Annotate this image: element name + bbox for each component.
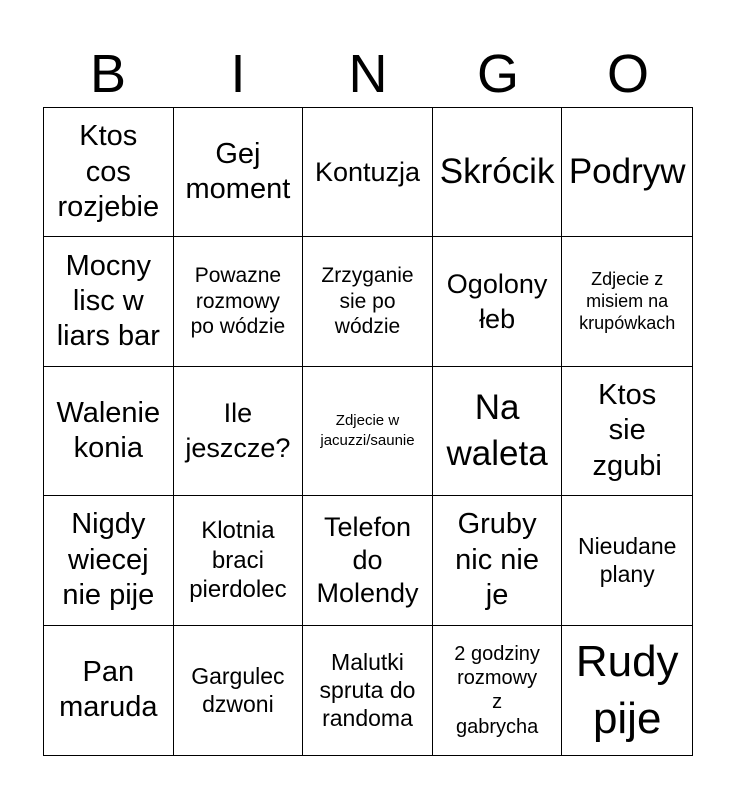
bingo-cell[interactable]: [433, 496, 563, 625]
bingo-cell[interactable]: [562, 626, 692, 755]
bingo-cell[interactable]: [44, 367, 174, 496]
cell-text: Rudy pije: [575, 637, 679, 744]
bingo-cell[interactable]: [433, 108, 563, 237]
cell-text: 2 godziny rozmowy z gabrycha: [454, 642, 540, 738]
bingo-cell[interactable]: [44, 237, 174, 366]
header-letter-i: I: [230, 44, 246, 104]
bingo-cell[interactable]: [303, 626, 433, 755]
cell-text: Skrócik: [439, 152, 555, 192]
bingo-cell[interactable]: [44, 108, 174, 237]
cell-text: Pan maruda: [59, 655, 158, 724]
bingo-cell[interactable]: [303, 496, 433, 625]
cell-text: Ogolony łeb: [446, 268, 548, 334]
bingo-cell[interactable]: [174, 367, 304, 496]
cell-text: Podryw: [568, 152, 686, 192]
cell-text: Na waleta: [446, 388, 548, 473]
cell-text: Ktos sie zgubi: [592, 378, 662, 482]
cell-text: Nigdy wiecej nie pije: [62, 508, 155, 612]
bingo-board: [43, 107, 693, 756]
cell-text: Klotnia braci pierdolec: [189, 517, 287, 604]
cell-text: Telefon do Molendy: [316, 511, 419, 608]
bingo-cell[interactable]: [433, 626, 563, 755]
header-letter-b: B: [89, 44, 127, 104]
bingo-cell[interactable]: [174, 108, 304, 237]
bingo-cell[interactable]: [303, 367, 433, 496]
bingo-cell[interactable]: [303, 237, 433, 366]
cell-text: Gej moment: [185, 137, 291, 206]
cell-text: Zdjecie w jacuzzi/saunie: [320, 412, 415, 449]
cell-text: Gruby nic nie je: [455, 508, 539, 612]
cell-text: Mocny lisc w liars bar: [56, 249, 160, 353]
bingo-cell[interactable]: [562, 496, 692, 625]
cell-text: Malutki spruta do randoma: [319, 649, 416, 732]
cell-text: Zdjecie z misiem na krupówkach: [579, 268, 676, 333]
cell-text: Zrzyganie sie po wódzie: [321, 264, 414, 339]
bingo-cell[interactable]: [44, 626, 174, 755]
bingo-cell[interactable]: [562, 367, 692, 496]
bingo-cell[interactable]: [562, 108, 692, 237]
cell-text: Powazne rozmowy po wódzie: [190, 264, 286, 339]
bingo-cell[interactable]: [174, 237, 304, 366]
bingo-cell[interactable]: [174, 496, 304, 625]
cell-text: Ile jeszcze?: [185, 397, 291, 463]
bingo-cell[interactable]: [433, 237, 563, 366]
bingo-cell[interactable]: [174, 626, 304, 755]
cell-text: Nieudane plany: [577, 533, 677, 588]
header-letter-n: N: [348, 44, 388, 104]
header-letter-o: O: [606, 44, 649, 104]
bingo-header: [43, 40, 693, 108]
cell-text: Kontuzja: [314, 156, 421, 187]
cell-text: Ktos cos rozjebie: [57, 120, 160, 223]
cell-text: Gargulec dzwoni: [191, 663, 285, 718]
bingo-cell[interactable]: [562, 237, 692, 366]
bingo-cell[interactable]: [433, 367, 563, 496]
cell-text: Walenie konia: [56, 396, 161, 464]
bingo-cell[interactable]: [44, 496, 174, 625]
bingo-cell[interactable]: [303, 108, 433, 237]
header-letter-g: G: [476, 44, 519, 104]
